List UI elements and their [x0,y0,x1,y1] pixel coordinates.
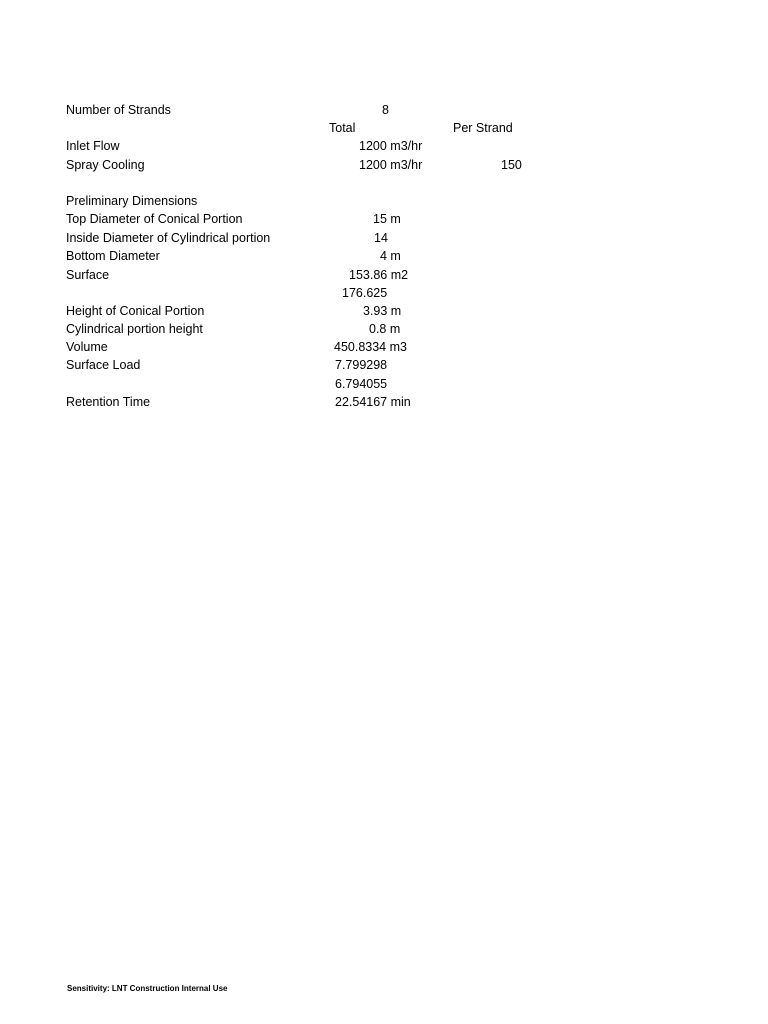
inside-diameter-value: 14 [374,231,388,245]
spray-cooling-label: Spray Cooling [66,158,145,172]
inlet-flow-total: 1200 m3/hr [359,139,423,153]
surface-load-value: 7.799298 [335,358,388,372]
surface-label: Surface [66,268,110,282]
strands-value: 8 [382,103,389,117]
preliminary-dimensions-heading: Preliminary Dimensions [66,194,198,208]
inlet-flow-label: Inlet Flow [66,139,120,153]
inside-diameter-label: Inside Diameter of Cylindrical portion [66,231,271,245]
surface-load-extra-value: 6.794055 [335,377,388,391]
conical-height-label: Height of Conical Portion [66,304,205,318]
surface-load-label: Surface Load [66,358,141,372]
total-column-header: Total [329,121,356,135]
top-diameter-label: Top Diameter of Conical Portion [66,212,243,226]
per-strand-column-header: Per Strand [453,121,513,135]
volume-value: 450.8334 m3 [334,340,407,354]
conical-height-value: 3.93 m [363,304,402,318]
sensitivity-footer: Sensitivity: LNT Construction Internal Use [67,984,228,993]
bottom-diameter-label: Bottom Diameter [66,249,160,263]
cylindrical-height-value: 0.8 m [369,322,401,336]
spray-cooling-total: 1200 m3/hr [359,158,423,172]
top-diameter-value: 15 m [373,212,401,226]
volume-label: Volume [66,340,108,354]
retention-time-value: 22.54167 min [335,395,411,409]
surface-value: 153.86 m2 [349,268,409,282]
cylindrical-height-label: Cylindrical portion height [66,322,203,336]
strands-label: Number of Strands [66,103,171,117]
surface-extra-value: 176.625 [342,286,388,300]
bottom-diameter-value: 4 m [380,249,401,263]
spray-cooling-per-strand: 150 [501,158,522,172]
retention-time-label: Retention Time [66,395,151,409]
